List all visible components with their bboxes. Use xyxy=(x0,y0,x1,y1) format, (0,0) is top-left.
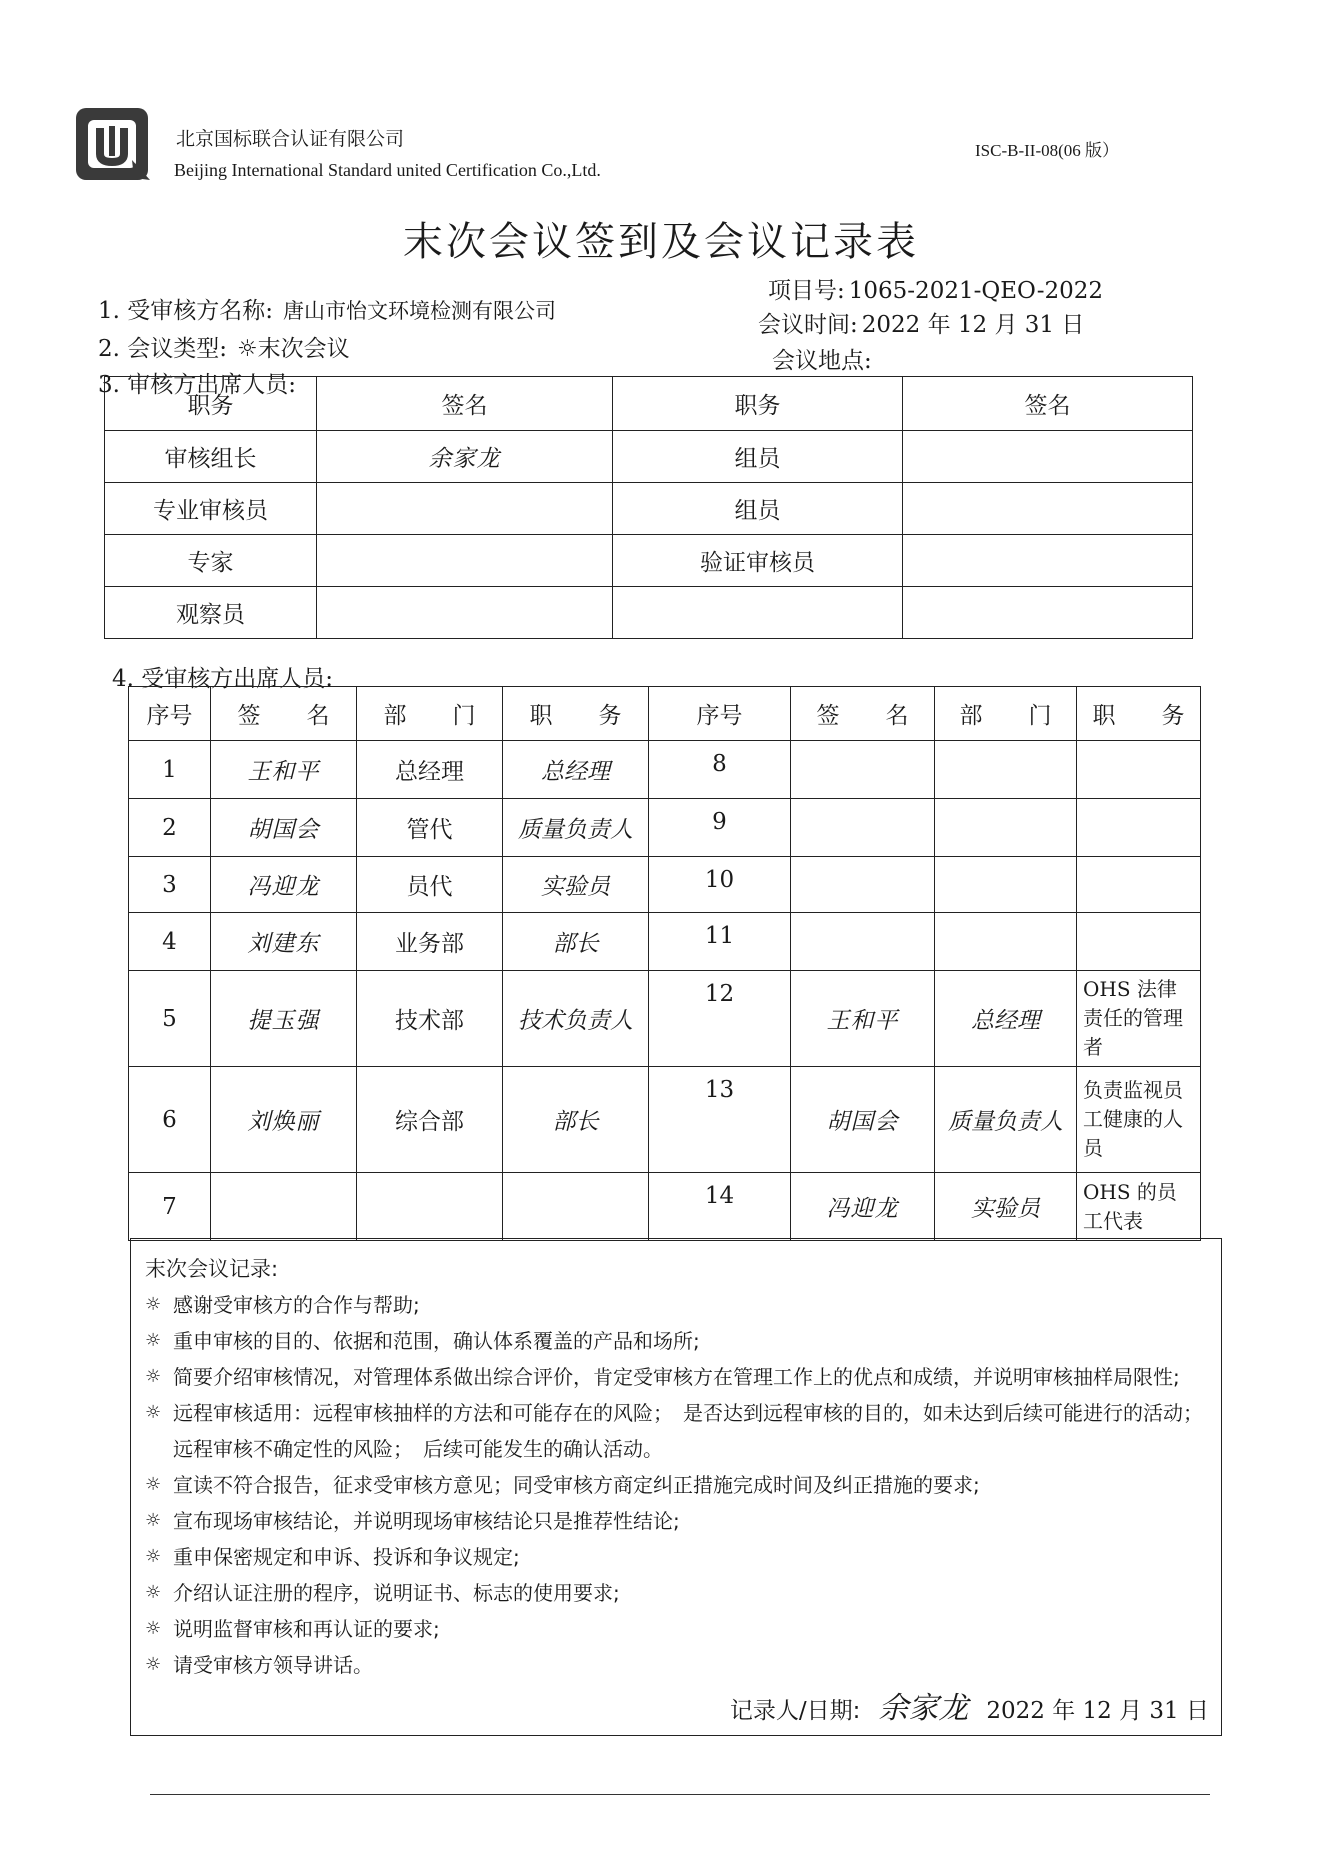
sun-bullet-icon: ☼ xyxy=(145,1654,162,1675)
note-text: 重申审核的目的、依据和范围，确认体系覆盖的产品和场所; xyxy=(173,1329,700,1353)
signature-cell xyxy=(317,535,613,587)
signature-cell xyxy=(903,587,1193,639)
signature-cell xyxy=(791,741,935,799)
signature-cell xyxy=(903,483,1193,535)
meeting-time-field xyxy=(758,306,1084,339)
footer-divider xyxy=(150,1794,1210,1795)
meeting-place-field xyxy=(772,342,882,375)
header-sign-1: 签 名 xyxy=(211,687,357,741)
auditor-attendance-table xyxy=(104,376,1193,639)
seq-cell: 2 xyxy=(129,799,211,857)
signature-cell xyxy=(903,535,1193,587)
dept-cell: 综合部 xyxy=(357,1067,503,1173)
recorder-date: 2022 年 12 月 31 日 xyxy=(986,1698,1209,1724)
document-code: ISC-B-II-08(06 版） xyxy=(975,141,1120,160)
sun-bullet-icon: ☼ xyxy=(145,1510,162,1531)
dept-cell: 业务部 xyxy=(357,913,503,971)
company-name-en: Beijing International Standard united Certification Co.,Ltd. xyxy=(174,160,601,180)
list-item xyxy=(145,1503,1207,1539)
note-text: 感谢受审核方的合作与帮助; xyxy=(173,1293,420,1317)
duty-cell xyxy=(1077,799,1201,857)
signature-cell: 王和平 xyxy=(791,971,935,1067)
sun-bullet-icon: ☼ xyxy=(145,1366,162,1387)
list-item xyxy=(145,1395,1213,1467)
seq-cell: 1 xyxy=(129,741,211,799)
seq-cell: 4 xyxy=(129,913,211,971)
dept-cell: 总经理 xyxy=(357,741,503,799)
table-row xyxy=(129,799,1201,857)
duty-cell xyxy=(1077,857,1201,913)
seq-cell: 10 xyxy=(649,857,791,913)
signature-cell: 冯迎龙 xyxy=(791,1173,935,1241)
duty-cell: 部长 xyxy=(503,1067,649,1173)
dept-cell xyxy=(357,1173,503,1241)
note-text: 重申保密规定和申诉、投诉和争议规定; xyxy=(173,1545,520,1569)
signature-cell xyxy=(211,1173,357,1241)
signature-cell xyxy=(791,913,935,971)
signature-cell xyxy=(317,483,613,535)
dept-cell xyxy=(935,857,1077,913)
duty-cell: 技术负责人 xyxy=(503,971,649,1067)
recorder-line xyxy=(730,1683,1209,1727)
section4-label: 4. 受审核方出席人员: xyxy=(112,666,334,692)
dept-cell: 总经理 xyxy=(935,971,1077,1067)
note-text: 宣读不符合报告，征求受审核方意见；同受审核方商定纠正措施完成时间及纠正措施的要求; xyxy=(173,1473,980,1497)
meeting-place-label: 会议地点: xyxy=(772,348,872,374)
seq-cell: 6 xyxy=(129,1067,211,1173)
table-row xyxy=(129,1067,1201,1173)
header-sign-1: 签名 xyxy=(317,377,613,431)
dept-cell xyxy=(935,913,1077,971)
dept-cell: 实验员 xyxy=(935,1173,1077,1241)
meeting-type-label: 2. 会议类型: xyxy=(98,336,228,362)
meeting-time-value: 2022 年 12 月 31 日 xyxy=(861,312,1085,338)
notes-heading: 末次会议记录: xyxy=(145,1257,279,1281)
duty-cell: 质量负责人 xyxy=(503,799,649,857)
header-sign-2: 签名 xyxy=(903,377,1193,431)
seq-cell: 8 xyxy=(649,741,791,799)
role-cell: 审核组长 xyxy=(105,431,317,483)
list-item xyxy=(145,1323,1207,1359)
recorder-signature: 余家龙 xyxy=(878,1691,969,1726)
isc-logo-icon xyxy=(72,104,158,190)
sun-bullet-icon: ☼ xyxy=(145,1582,162,1603)
role-cell: 组员 xyxy=(613,483,903,535)
section3-label: 3. 审核方出席人员: xyxy=(98,372,297,398)
duty-cell: 总经理 xyxy=(503,741,649,799)
list-item xyxy=(145,1287,1207,1323)
list-item xyxy=(145,1467,1207,1503)
signature-cell xyxy=(791,799,935,857)
seq-cell: 7 xyxy=(129,1173,211,1241)
note-text: 说明监督审核和再认证的要求; xyxy=(173,1617,440,1641)
header-seq-2: 序号 xyxy=(649,687,791,741)
sun-bullet-icon: ☼ xyxy=(145,1474,162,1495)
meeting-time-label: 会议时间: xyxy=(758,312,858,338)
signature-cell: 提玉强 xyxy=(211,971,357,1067)
table-row xyxy=(105,535,1193,587)
header-sign-2: 签 名 xyxy=(791,687,935,741)
dept-cell: 质量负责人 xyxy=(935,1067,1077,1173)
table-row xyxy=(105,431,1193,483)
recorder-label: 记录人/日期: xyxy=(729,1698,861,1724)
table-row xyxy=(129,857,1201,913)
meeting-type-field xyxy=(98,330,350,363)
table-row xyxy=(129,971,1201,1067)
project-label: 项目号: xyxy=(768,278,845,304)
company-name-cn: 北京国标联合认证有限公司 xyxy=(176,128,405,150)
auditee-attendance-table xyxy=(128,686,1201,1241)
signature-cell xyxy=(791,857,935,913)
duty-cell xyxy=(1077,913,1201,971)
signature-cell xyxy=(903,431,1193,483)
auditee-value: 唐山市怡文环境检测有限公司 xyxy=(283,299,557,323)
sun-bullet-icon: ☼ xyxy=(145,1330,162,1351)
role-cell: 验证审核员 xyxy=(613,535,903,587)
duty-cell: OHS 的员工代表 xyxy=(1077,1173,1201,1241)
table-row xyxy=(129,741,1201,799)
note-text: 介绍认证注册的程序，说明证书、标志的使用要求; xyxy=(173,1581,620,1605)
header-duty-1: 职 务 xyxy=(503,687,649,741)
auditee-label: 1. 受审核方名称: xyxy=(98,298,274,324)
seq-cell: 9 xyxy=(649,799,791,857)
sun-bullet-icon: ☼ xyxy=(145,1294,162,1315)
table-row xyxy=(105,483,1193,535)
seq-cell: 13 xyxy=(649,1067,791,1173)
seq-cell: 14 xyxy=(649,1173,791,1241)
table-row xyxy=(129,1173,1201,1241)
header-seq-1: 序号 xyxy=(129,687,211,741)
seq-cell: 11 xyxy=(649,913,791,971)
list-item xyxy=(145,1647,1207,1683)
note-text: 简要介绍审核情况，对管理体系做出综合评价，肯定受审核方在管理工作上的优点和成绩，并说明审核抽样局限性; xyxy=(173,1365,1180,1389)
dept-cell xyxy=(935,741,1077,799)
role-cell: 组员 xyxy=(613,431,903,483)
project-value: 1065-2021-QEO-2022 xyxy=(848,278,1104,304)
header-role-2: 职务 xyxy=(613,377,903,431)
header-role-1: 职务 xyxy=(105,377,317,431)
project-field xyxy=(768,272,1103,305)
note-text: 远程审核适用：远程审核抽样的方法和可能存在的风险； 是否达到远程审核的目的，如未达到后续可能进行的活动； 远程审核不确定性的风险； 后续可能发生的确认活动。 xyxy=(173,1401,1213,1461)
note-text: 请受审核方领导讲话。 xyxy=(173,1653,373,1677)
page-title: 末次会议签到及会议记录表 xyxy=(403,219,919,265)
meeting-type-value: ☼末次会议 xyxy=(237,336,350,362)
sun-bullet-icon: ☼ xyxy=(145,1618,162,1639)
role-cell: 观察员 xyxy=(105,587,317,639)
duty-cell: 实验员 xyxy=(503,857,649,913)
seq-cell: 12 xyxy=(649,971,791,1067)
signature-cell: 胡国会 xyxy=(211,799,357,857)
signature-cell: 胡国会 xyxy=(791,1067,935,1173)
signature-cell: 刘建东 xyxy=(211,913,357,971)
signature-cell xyxy=(317,587,613,639)
notes-list xyxy=(145,1287,1213,1683)
list-item xyxy=(145,1359,1207,1395)
signature-cell: 王和平 xyxy=(211,741,357,799)
sun-bullet-icon: ☼ xyxy=(145,1546,162,1567)
duty-cell: OHS 法律责任的管理者 xyxy=(1077,971,1201,1067)
auditee-table-header xyxy=(129,687,1201,741)
seq-cell: 5 xyxy=(129,971,211,1067)
list-item xyxy=(145,1539,1207,1575)
sun-bullet-icon: ☼ xyxy=(145,1402,162,1423)
header-duty-2: 职 务 xyxy=(1077,687,1201,741)
table-row xyxy=(129,913,1201,971)
duty-cell: 负责监视员工健康的人员 xyxy=(1077,1067,1201,1173)
duty-cell xyxy=(503,1173,649,1241)
signature-cell: 刘焕丽 xyxy=(211,1067,357,1173)
table-row xyxy=(105,587,1193,639)
list-item xyxy=(145,1575,1207,1611)
dept-cell: 管代 xyxy=(357,799,503,857)
dept-cell: 技术部 xyxy=(357,971,503,1067)
role-cell xyxy=(613,587,903,639)
seq-cell: 3 xyxy=(129,857,211,913)
auditor-table-header xyxy=(105,377,1193,431)
list-item xyxy=(145,1611,1207,1647)
dept-cell xyxy=(935,799,1077,857)
duty-cell xyxy=(1077,741,1201,799)
dept-cell: 员代 xyxy=(357,857,503,913)
role-cell: 专业审核员 xyxy=(105,483,317,535)
role-cell: 专家 xyxy=(105,535,317,587)
header-dept-1: 部 门 xyxy=(357,687,503,741)
note-text: 宣布现场审核结论，并说明现场审核结论只是推荐性结论; xyxy=(173,1509,680,1533)
meeting-notes-box xyxy=(130,1238,1222,1736)
auditee-field xyxy=(98,292,556,325)
duty-cell: 部长 xyxy=(503,913,649,971)
signature-cell: 冯迎龙 xyxy=(211,857,357,913)
header-dept-2: 部 门 xyxy=(935,687,1077,741)
signature-cell: 余家龙 xyxy=(317,431,613,483)
